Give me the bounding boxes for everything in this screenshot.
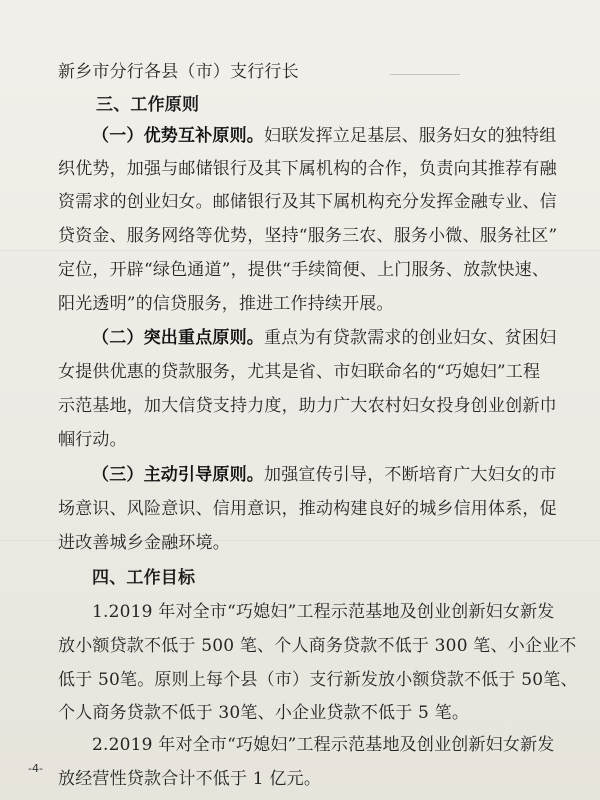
text-line: 放小额贷款不低于 500 笔、个人商务贷款不低于 300 笔、小企业不 (58, 636, 577, 656)
text-span: 加强宣传引导，不断培育广大妇女的市 (264, 465, 557, 485)
text-line: 示范基地，加大信贷支持力度，助力广大农村妇女投身创业创新巾 (58, 396, 557, 416)
text-line: 进改善城乡金融环境。 (58, 533, 230, 553)
principle-title: （一）优势互补原则。 (92, 126, 264, 146)
text-line: 定位，开辟“绿色通道”，提供“手续简便、上门服务、放款快速、 (58, 260, 550, 280)
text-line: 帼行动。 (58, 430, 127, 450)
principle-title: （三）主动引导原则。 (92, 465, 264, 485)
text-line: 阳光透明”的信贷服务，推进工作持续开展。 (58, 294, 394, 314)
page-fold-line (0, 250, 600, 251)
text-line: 新乡市分行各县（市）支行行长 (58, 62, 299, 82)
text-line: 资需求的创业妇女。邮储银行及其下属机构充分发挥金融专业、信 (58, 192, 557, 212)
text-span: 妇联发挥立足基层、服务妇女的独特组 (264, 126, 557, 146)
section-heading: 四、工作目标 (92, 568, 196, 588)
text-line: 个人商务贷款不低于 30笔、小企业贷款不低于 5 笔。 (58, 703, 470, 723)
text-span: 重点为有贷款需求的创业妇女、贫困妇 (264, 328, 557, 348)
paragraph-first-line (92, 330, 556, 347)
section-heading: 三、工作原则 (96, 95, 200, 115)
text-line: 场意识、风险意识、信用意识，推动构建良好的城乡信用体系，促 (58, 499, 557, 519)
paragraph-first-line (92, 467, 556, 484)
page-number: -4- (28, 762, 43, 775)
text-line: 1.2019 年对全市“巧媳妇”工程示范基地及创业创新妇女新发 (92, 602, 555, 622)
text-line: 放经营性贷款合计不低于 1 亿元。 (58, 769, 322, 789)
text-line: 贷资金、服务网络等优势，坚持“服务三农、服务小微、服务社区” (58, 226, 558, 246)
text-line: 2.2019 年对全市“巧媳妇”工程示范基地及创业创新妇女新发 (92, 735, 555, 755)
text-line: 女提供优惠的贷款服务，尤其是省、市妇联命名的“巧媳妇”工程 (58, 362, 541, 382)
principle-title: （二）突出重点原则。 (92, 328, 264, 348)
paragraph-first-line (92, 128, 556, 145)
header-underline (390, 74, 460, 75)
text-line: 低于 50笔。原则上每个县（市）支行新发放小额贷款不低于 50笔、 (58, 670, 578, 690)
text-line: 织优势，加强与邮储银行及其下属机构的合作，负责向其推荐有融 (58, 159, 557, 179)
